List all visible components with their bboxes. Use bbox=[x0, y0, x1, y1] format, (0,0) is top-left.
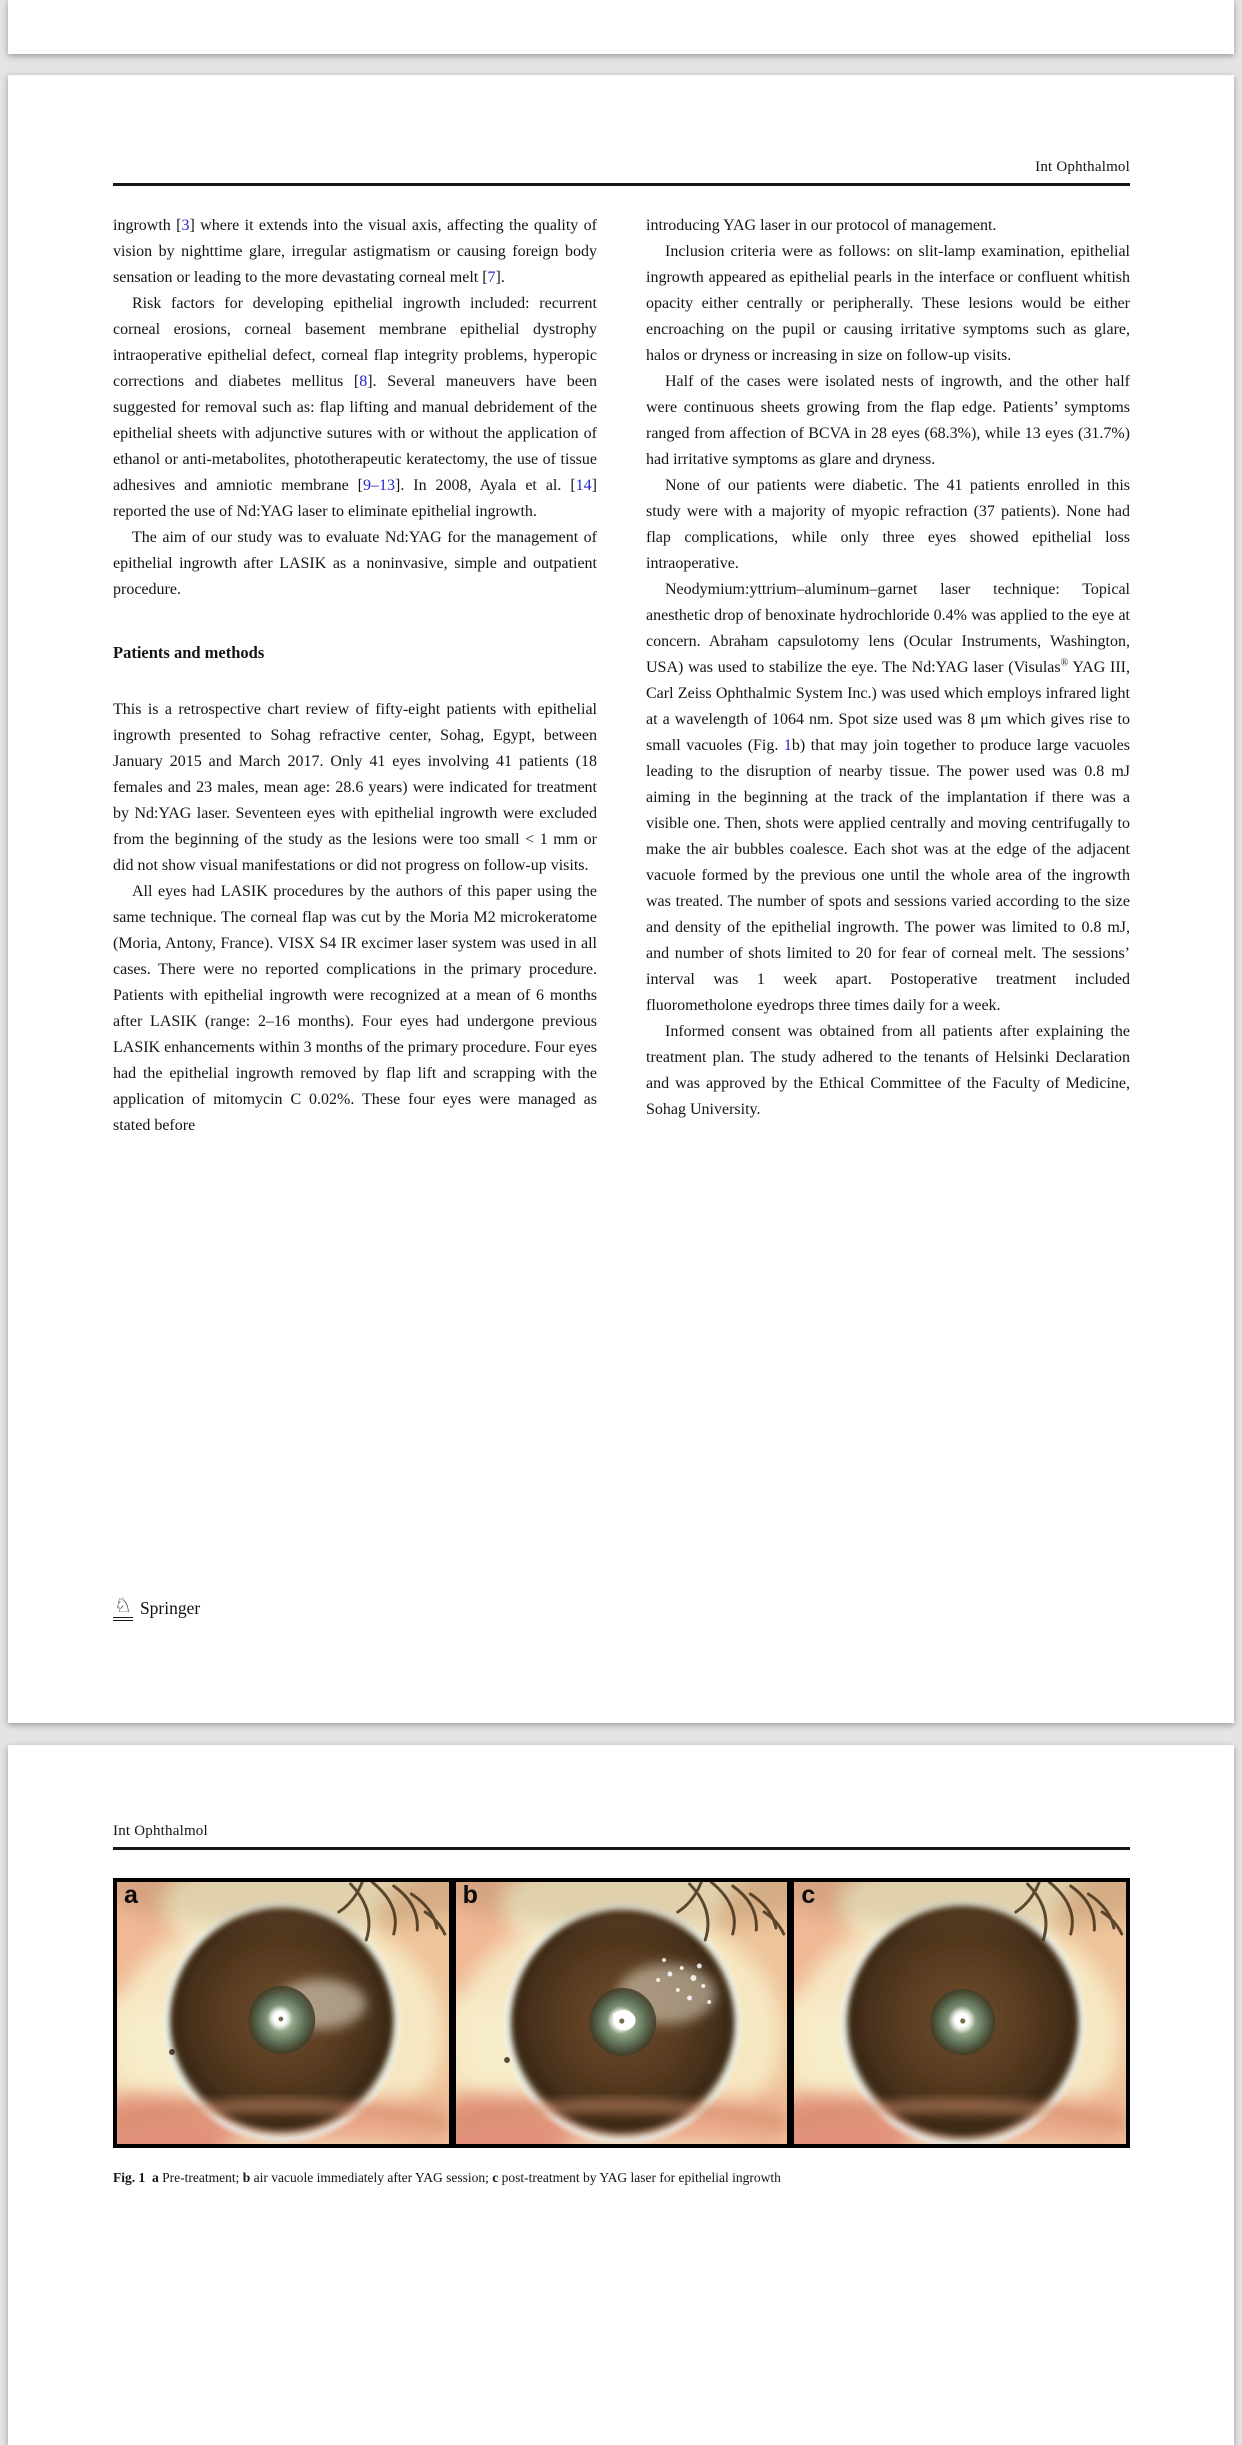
two-column-body bbox=[113, 213, 1130, 1139]
text-segment: Half of the cases were isolated nests of ingrowth, and the other half were continuous sheets growing from the flap edge. Patients’ symptoms ranged from affection of BCVA in 28 eyes (68.3%), while 13 eyes (31.7%) had irritative symptoms as glare and dryness. bbox=[646, 373, 1130, 468]
paragraph bbox=[113, 291, 597, 525]
text-segment: Informed consent was obtained from all patients after explaining the treatment plan. The study adhered to the tenants of Helsinki Declaration and was approved by the Ethical Committee of the Faculty of Medicine, Sohag University. bbox=[646, 1023, 1130, 1118]
bold-text: Fig. 1 bbox=[113, 2170, 146, 2185]
text-segment: post-treatment by YAG laser for epithelial ingrowth bbox=[498, 2170, 781, 2185]
springer-knight-icon: ♘ bbox=[113, 1596, 133, 1621]
paragraph bbox=[113, 879, 597, 1139]
right-column bbox=[646, 213, 1130, 1139]
paragraph bbox=[646, 577, 1130, 1019]
paragraph bbox=[113, 697, 597, 879]
text-segment: ]. In 2008, Ayala et al. [ bbox=[394, 477, 576, 494]
text-segment: The aim of our study was to evaluate Nd:YAG for the management of epithelial ingrowth after LASIK as a noninvasive, simple and outpatient procedure. bbox=[113, 529, 597, 598]
running-head: Int Ophthalmol bbox=[113, 1823, 208, 1839]
citation-link[interactable]: 9–13 bbox=[362, 477, 395, 494]
text-segment: ingrowth [ bbox=[113, 217, 182, 234]
text-segment: ] where it extends into the visual axis, affecting the quality of vision by nighttime glare, irregular astigmatism or causing foreign body sensation or leading to the more devastating corneal melt [ bbox=[113, 217, 597, 286]
running-head: Int Ophthalmol bbox=[1035, 159, 1130, 175]
section-heading: Patients and methods bbox=[113, 643, 265, 662]
figure-panel-a bbox=[117, 1882, 449, 2144]
left-column bbox=[113, 213, 597, 1139]
paragraph bbox=[646, 213, 1130, 239]
text-segment: air vacuole immediately after YAG session; bbox=[250, 2170, 493, 2185]
text-segment: Risk factors for developing epithelial ingrowth included: recurrent corneal erosions, corneal basement membrane epithelial dystrophy intraoperative epithelial defect, corneal flap integrity problems, hyperopic corrections and diabetes mellitus [ bbox=[113, 295, 597, 390]
citation-link[interactable]: 14 bbox=[575, 477, 592, 494]
text-segment: Pre-treatment; bbox=[158, 2170, 243, 2185]
text-segment: Inclusion criteria were as follows: on slit-lamp examination, epithelial ingrowth appeared as epithelial pearls in the interface or confluent whitish opacity either centrally or peripherally. These lesions would be either encroaching on the pupil or causing irritative symptoms such as glare, halos or dryness or increasing in size on follow-up visits. bbox=[646, 243, 1130, 364]
text-segment: YAG III, Carl Zeiss Ophthalmic System Inc.) was used which employs infrared light at a wavelength of 1064 nm. Spot size used was 8 μm which gives rise to small vacuoles (Fig. bbox=[646, 659, 1130, 754]
text-segment: This is a retrospective chart review of fifty-eight patients with epithelial ingrowth presented to Sohag refractive center, Sohag, Egypt, between January 2015 and March 2017. Only 41 eyes involving 41 patients (18 females and 23 males, mean age: 28.6 years) were indicated for treatment by Nd:YAG laser. Seventeen eyes with epithelial ingrowth were excluded from the beginning of the study as the lesions were too small < 1 mm or did not show visual manifestations or did not progress on follow-up visits. bbox=[113, 701, 597, 874]
text-segment: introducing YAG laser in our protocol of management. bbox=[646, 217, 997, 234]
text-segment: b) that may join together to produce large vacuoles leading to the disruption of nearby tissue. The power used was 0.8 mJ aiming in the beginning at the track of the implantation if there was a visible one. Then, shots were applied centrally and moving centrifugally to make the air bubbles coalesce. Each shot was at the edge of the adjacent vacuole formed by the previous one until the whole area of the ingrowth was treated. The number of spots and sessions varied according to the size and density of the epithelial ingrowth. The power was limited to 0.8 mJ, and number of shots limited to 20 for fear of corneal melt. The sessions’ interval was 1 week apart. Postoperative treatment included fluorometholone eyedrops three times daily for a week. bbox=[646, 737, 1131, 1014]
page-1 bbox=[8, 75, 1234, 1723]
publisher-name: Springer bbox=[139, 1598, 201, 1618]
figure-1 bbox=[113, 1878, 1130, 2148]
eye-photo-air-vacuole bbox=[456, 1882, 788, 2144]
bold-text: c bbox=[492, 2170, 499, 2185]
paragraph bbox=[646, 239, 1130, 369]
paragraph bbox=[646, 369, 1130, 473]
page-2 bbox=[8, 1745, 1234, 2445]
citation-link[interactable]: 8 bbox=[359, 373, 368, 390]
figure-panel-label: b bbox=[462, 1882, 478, 1909]
text-segment: All eyes had LASIK procedures by the authors of this paper using the same technique. The corneal flap was cut by the Moria M2 microkeratome (Moria, Antony, France). VISX S4 IR excimer laser system was used in all cases. There were no reported complications in the primary procedure. Patients with epithelial ingrowth were recognized at a mean of 6 months after LASIK (range: 2–16 months). Four eyes had undergone previous LASIK enhancements within 3 months of the primary procedure. Four eyes had the epithelial ingrowth removed by flap lift and scrapping with the application of mitomycin C 0.02%. These four eyes were managed as stated before bbox=[113, 883, 597, 1134]
paragraph bbox=[646, 1019, 1130, 1123]
citation-link[interactable]: 1 bbox=[783, 737, 792, 754]
figure-caption bbox=[113, 2168, 1130, 2187]
figure-panel-c bbox=[787, 1882, 1126, 2144]
paragraph bbox=[113, 213, 597, 291]
header-rule bbox=[113, 1847, 1130, 1850]
text-segment: Neodymium:yttrium–aluminum–garnet laser technique: Topical anesthetic drop of benoxinate hydrochloride 0.4% was applied to the eye at concern. Abraham capsulotomy lens (Ocular Instruments, Washington, USA) was used to stabilize the eye. The Nd:YAG laser (Visulas bbox=[646, 581, 1130, 676]
figure-panel-label: a bbox=[124, 1882, 138, 1909]
text-segment bbox=[145, 2170, 152, 2185]
text-segment: ]. Several maneuvers have been suggested for removal such as: flap lifting and manual debridement of the epithelial sheets with adjunctive sutures with or without the application of ethanol or anti-metabolites, phototherapeutic keratectomy, the use of tissue adhesives and amniotic membrane [ bbox=[113, 373, 597, 494]
figure-panel-b bbox=[449, 1882, 788, 2144]
citation-link[interactable]: 7 bbox=[487, 269, 496, 286]
page-previous-fragment bbox=[8, 0, 1234, 54]
figure-panel-label: c bbox=[801, 1882, 816, 1909]
paragraph bbox=[113, 525, 597, 603]
eye-photo-posttreatment bbox=[794, 1882, 1126, 2144]
header-rule bbox=[113, 183, 1130, 186]
superscript: ® bbox=[1060, 657, 1069, 669]
publisher-logo bbox=[113, 1596, 200, 1621]
text-segment: ] reported the use of Nd:YAG laser to eliminate epithelial ingrowth. bbox=[113, 477, 597, 520]
bold-text: a bbox=[152, 2170, 159, 2185]
citation-link[interactable]: 3 bbox=[181, 217, 190, 234]
text-segment: ]. bbox=[495, 269, 505, 286]
bold-text: b bbox=[242, 2170, 251, 2185]
paragraph bbox=[646, 473, 1130, 577]
text-segment: None of our patients were diabetic. The 41 patients enrolled in this study were with a majority of myopic refraction (37 patients). None had flap complications, while only three eyes showed epithelial loss intraoperative. bbox=[646, 477, 1130, 572]
eye-photo-pretreatment bbox=[117, 1882, 449, 2144]
